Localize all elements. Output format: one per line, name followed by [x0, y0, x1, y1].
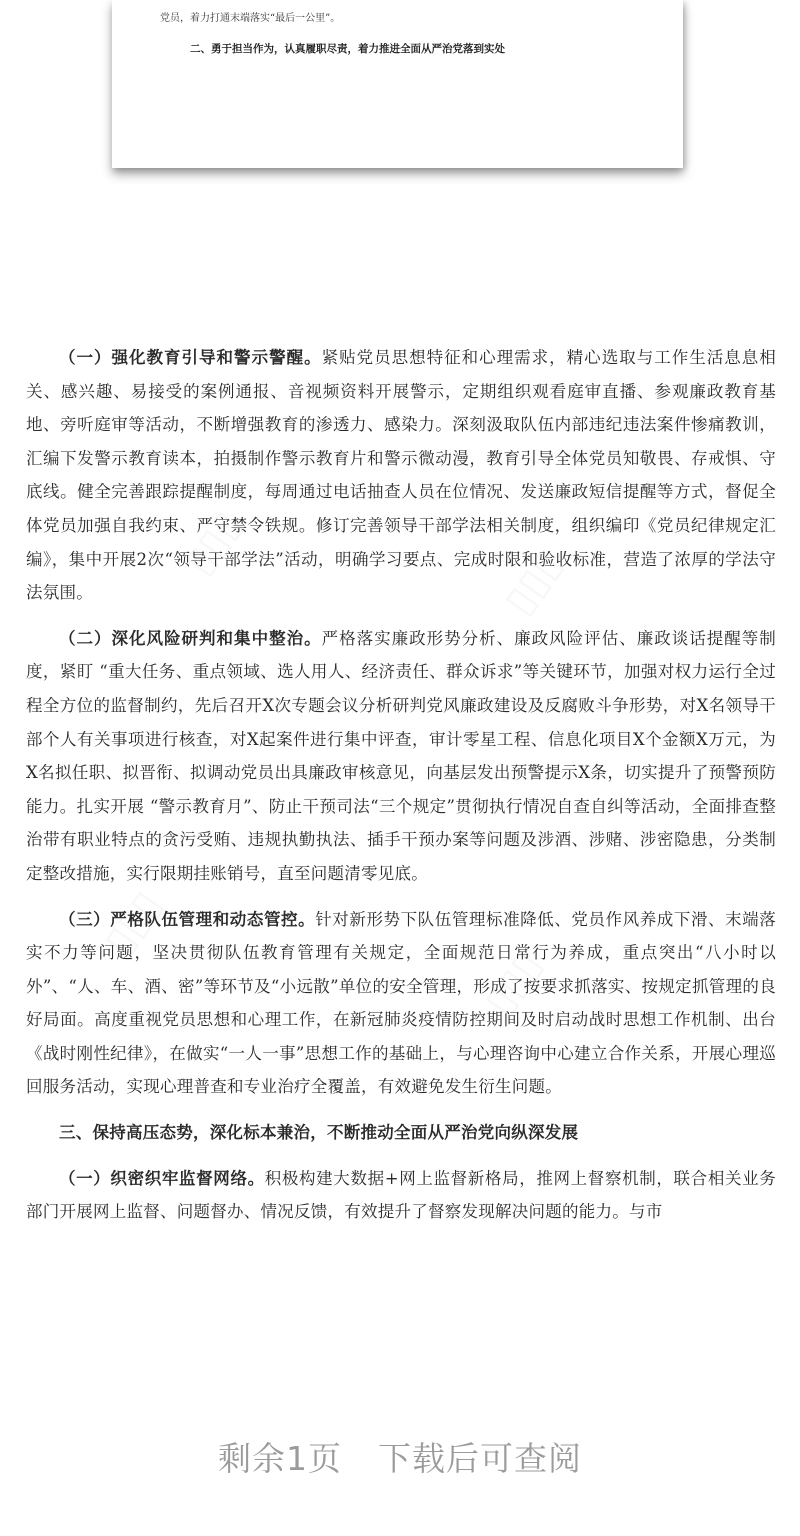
paragraph-lead: （一）织密织牢监督网络。 [59, 1168, 265, 1188]
paragraph [26, 1162, 776, 1229]
watermark: ▯▯▯ [95, 882, 171, 964]
document-body [26, 341, 776, 1229]
preview-text-line: 党员，着力打通末端落实“最后一公里”。 [160, 13, 341, 24]
watermark: ▯▯▯ [175, 502, 251, 584]
paragraph-text: 积极构建大数据+网上监督新格局，推网上督察机制，联合相关业务部门开展网上监督、问题督办、情况反馈，有效提升了督察发现解决问题的能力。与市 [26, 1168, 776, 1222]
paragraph [26, 341, 776, 610]
watermark: ▯▯▯ [475, 942, 551, 1024]
watermark: ▯▯▯ [495, 542, 571, 624]
preview-heading: 二、勇于担当作为，认真履职尽责，着力推进全面从严治党落到实处 [190, 43, 505, 55]
paragraph-lead: （一）强化教育引导和警示警醒。 [59, 348, 322, 367]
download-prompt[interactable] [0, 1433, 800, 1480]
download-to-view-label[interactable]: 下载后可查阅 [378, 1439, 582, 1478]
section-heading: 三、保持高压态势，深化标本兼治，不断推动全面从严治党向纵深发展 [59, 1123, 579, 1143]
preview-page-card [112, 0, 683, 168]
paragraph-lead: （三）严格队伍管理和动态管控。 [59, 909, 316, 929]
paragraph-text: 针对新形势下队伍管理标准降低、党员作风养成下滑、末端落实不力等问题，坚决贯彻队伍教育管理有关规定，全面规范日常行为养成，重点突出“八小时以外”、“人、车、酒、密”等环节及“小远散”单位的安全管理，形成了按要求抓落实、按规定抓管理的良好局面。高度重视党员思想和心理工作，在新冠肺炎疫情防控期间及时启动战时思想工作机制、出台《战时刚性纪律》，在做实“一人一事”思想工作的基础上，与心理咨询中心建立合作关系，开展心理巡回服务活动，实现心理普查和专业治疗全覆盖，有效避免发生衍生问题。 [26, 909, 777, 1097]
paragraph [26, 903, 776, 1105]
paragraph [26, 622, 776, 891]
paragraph-text: 紧贴党员思想特征和心理需求，精心选取与工作生活息息相关、感兴趣、易接受的案例通报、音视频资料开展警示，定期组织观看庭审直播、参观廉政教育基地、旁听庭审等活动，不断增强教育的渗透力、感染力。深刻汲取队伍内部违纪违法案件惨痛教训，汇编下发警示教育读本，拍摄制作警示教育片和警示微动漫，教育引导全体党员知敬畏、存戒惧、守底线。健全完善跟踪提醒制度，每周通过电话抽查人员在位情况、发送廉政短信提醒等方式，督促全体党员加强自我约束、严守禁令铁规。修订完善领导干部学法相关制度，组织编印《党员纪律规定汇编》，集中开展2次“领导干部学法”活动，明确学习要点、完成时限和验收标准，营造了浓厚的学法守法氛围。 [26, 348, 777, 603]
paragraph-text: 严格落实廉政形势分析、廉政风险评估、廉政谈话提醒等制度，紧盯 “重大任务、重点领域、选人用人、经济责任、群众诉求”等关键环节，加强对权力运行全过程全方位的监督制约，先后召开X次专题会议分析研判党风廉政建设及反腐败斗争形势，对X名领导干部个人有关事项进行核查，对X起案件进行集中评查，审计零星工程、信息化项目X个金额X万元，为X名拟任职、拟晋衔、拟调动党员出具廉政审核意见，向基层发出预警提示X条，切实提升了预警预防能力。扎实开展 “警示教育月”、防止干预司法“三个规定”贯彻执行情况自查自纠等活动，全面排查整治带有职业特点的贪污受贿、违规执勤执法、插手干预办案等问题及涉酒、涉赌、涉密隐患，分类制定整改措施，实行限期挂账销号，直至问题清零见底。 [26, 628, 777, 883]
remaining-pages-label: 剩余1页 [218, 1439, 342, 1478]
paragraph-lead: （二）深化风险研判和集中整治。 [59, 628, 322, 648]
